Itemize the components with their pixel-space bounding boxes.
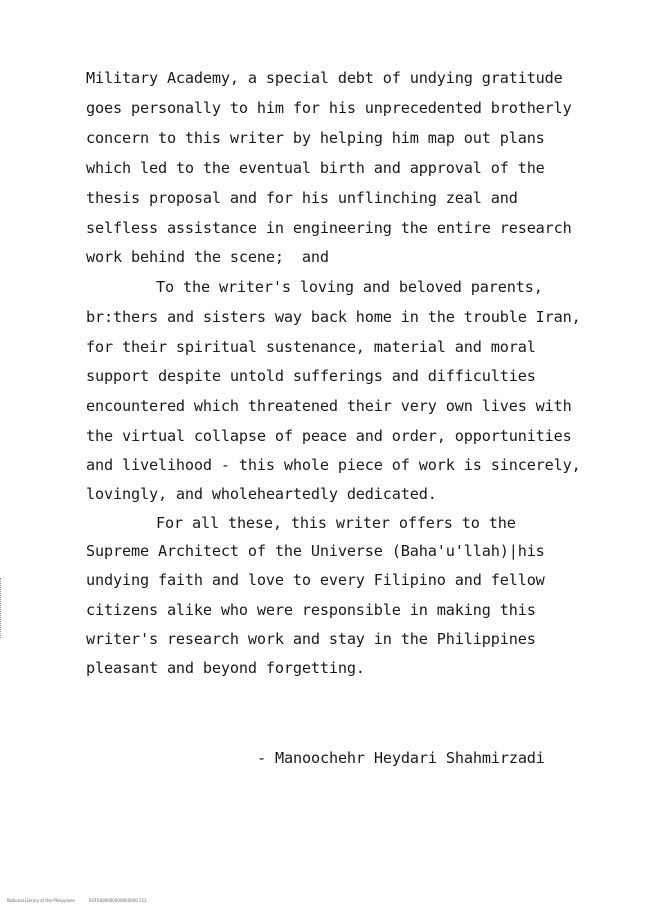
- paragraph-start-line: To the writer's loving and beloved parents,: [156, 278, 543, 296]
- author-signature: - Manoochehr Heydari Shahmirzadi: [257, 749, 545, 768]
- body-line: encountered which threatened their very own lives with: [86, 397, 572, 415]
- body-line: support despite untold sufferings and difficulties: [86, 367, 536, 385]
- body-line: concern to this writer by helping him map out plans: [86, 129, 545, 147]
- body-line: goes personally to him for his unprecedented brotherly: [86, 99, 572, 117]
- body-line: thesis proposal and for his unflinching zeal and: [86, 189, 518, 207]
- body-line: br:thers and sisters way back home in the trouble Iran,: [86, 308, 581, 326]
- body-line: for their spiritual sustenance, material and moral: [86, 338, 536, 356]
- body-line: and livelihood - this whole piece of work is sincerely,: [86, 456, 581, 474]
- body-line: selfless assistance in engineering the entire research: [86, 219, 572, 237]
- body-line: Military Academy, a special debt of undying gratitude: [86, 69, 563, 87]
- body-line: work behind the scene; and: [86, 248, 329, 266]
- margin-scan-marks: [0, 578, 4, 638]
- body-line: lovingly, and wholeheartedly dedicated.: [86, 485, 437, 503]
- body-line: undying faith and love to every Filipino and fellow: [86, 571, 545, 589]
- paragraph-start-line: For all these, this writer offers to the: [156, 514, 516, 532]
- body-line: pleasant and beyond forgetting.: [86, 659, 365, 677]
- scan-footer: [2, 893, 147, 908]
- body-line: which led to the eventual birth and approval of the: [86, 159, 545, 177]
- body-line: Supreme Architect of the Universe (Baha'u'llah)|his: [86, 542, 545, 560]
- footer-code: ROF0000000000000000 112: [88, 898, 147, 903]
- body-line: the virtual collapse of peace and order, opportunities: [86, 427, 572, 445]
- body-line: writer's research work and stay in the Philippines: [86, 630, 536, 648]
- footer-library: National Library of the Philippines: [7, 898, 75, 903]
- body-line: citizens alike who were responsible in making this: [86, 601, 536, 619]
